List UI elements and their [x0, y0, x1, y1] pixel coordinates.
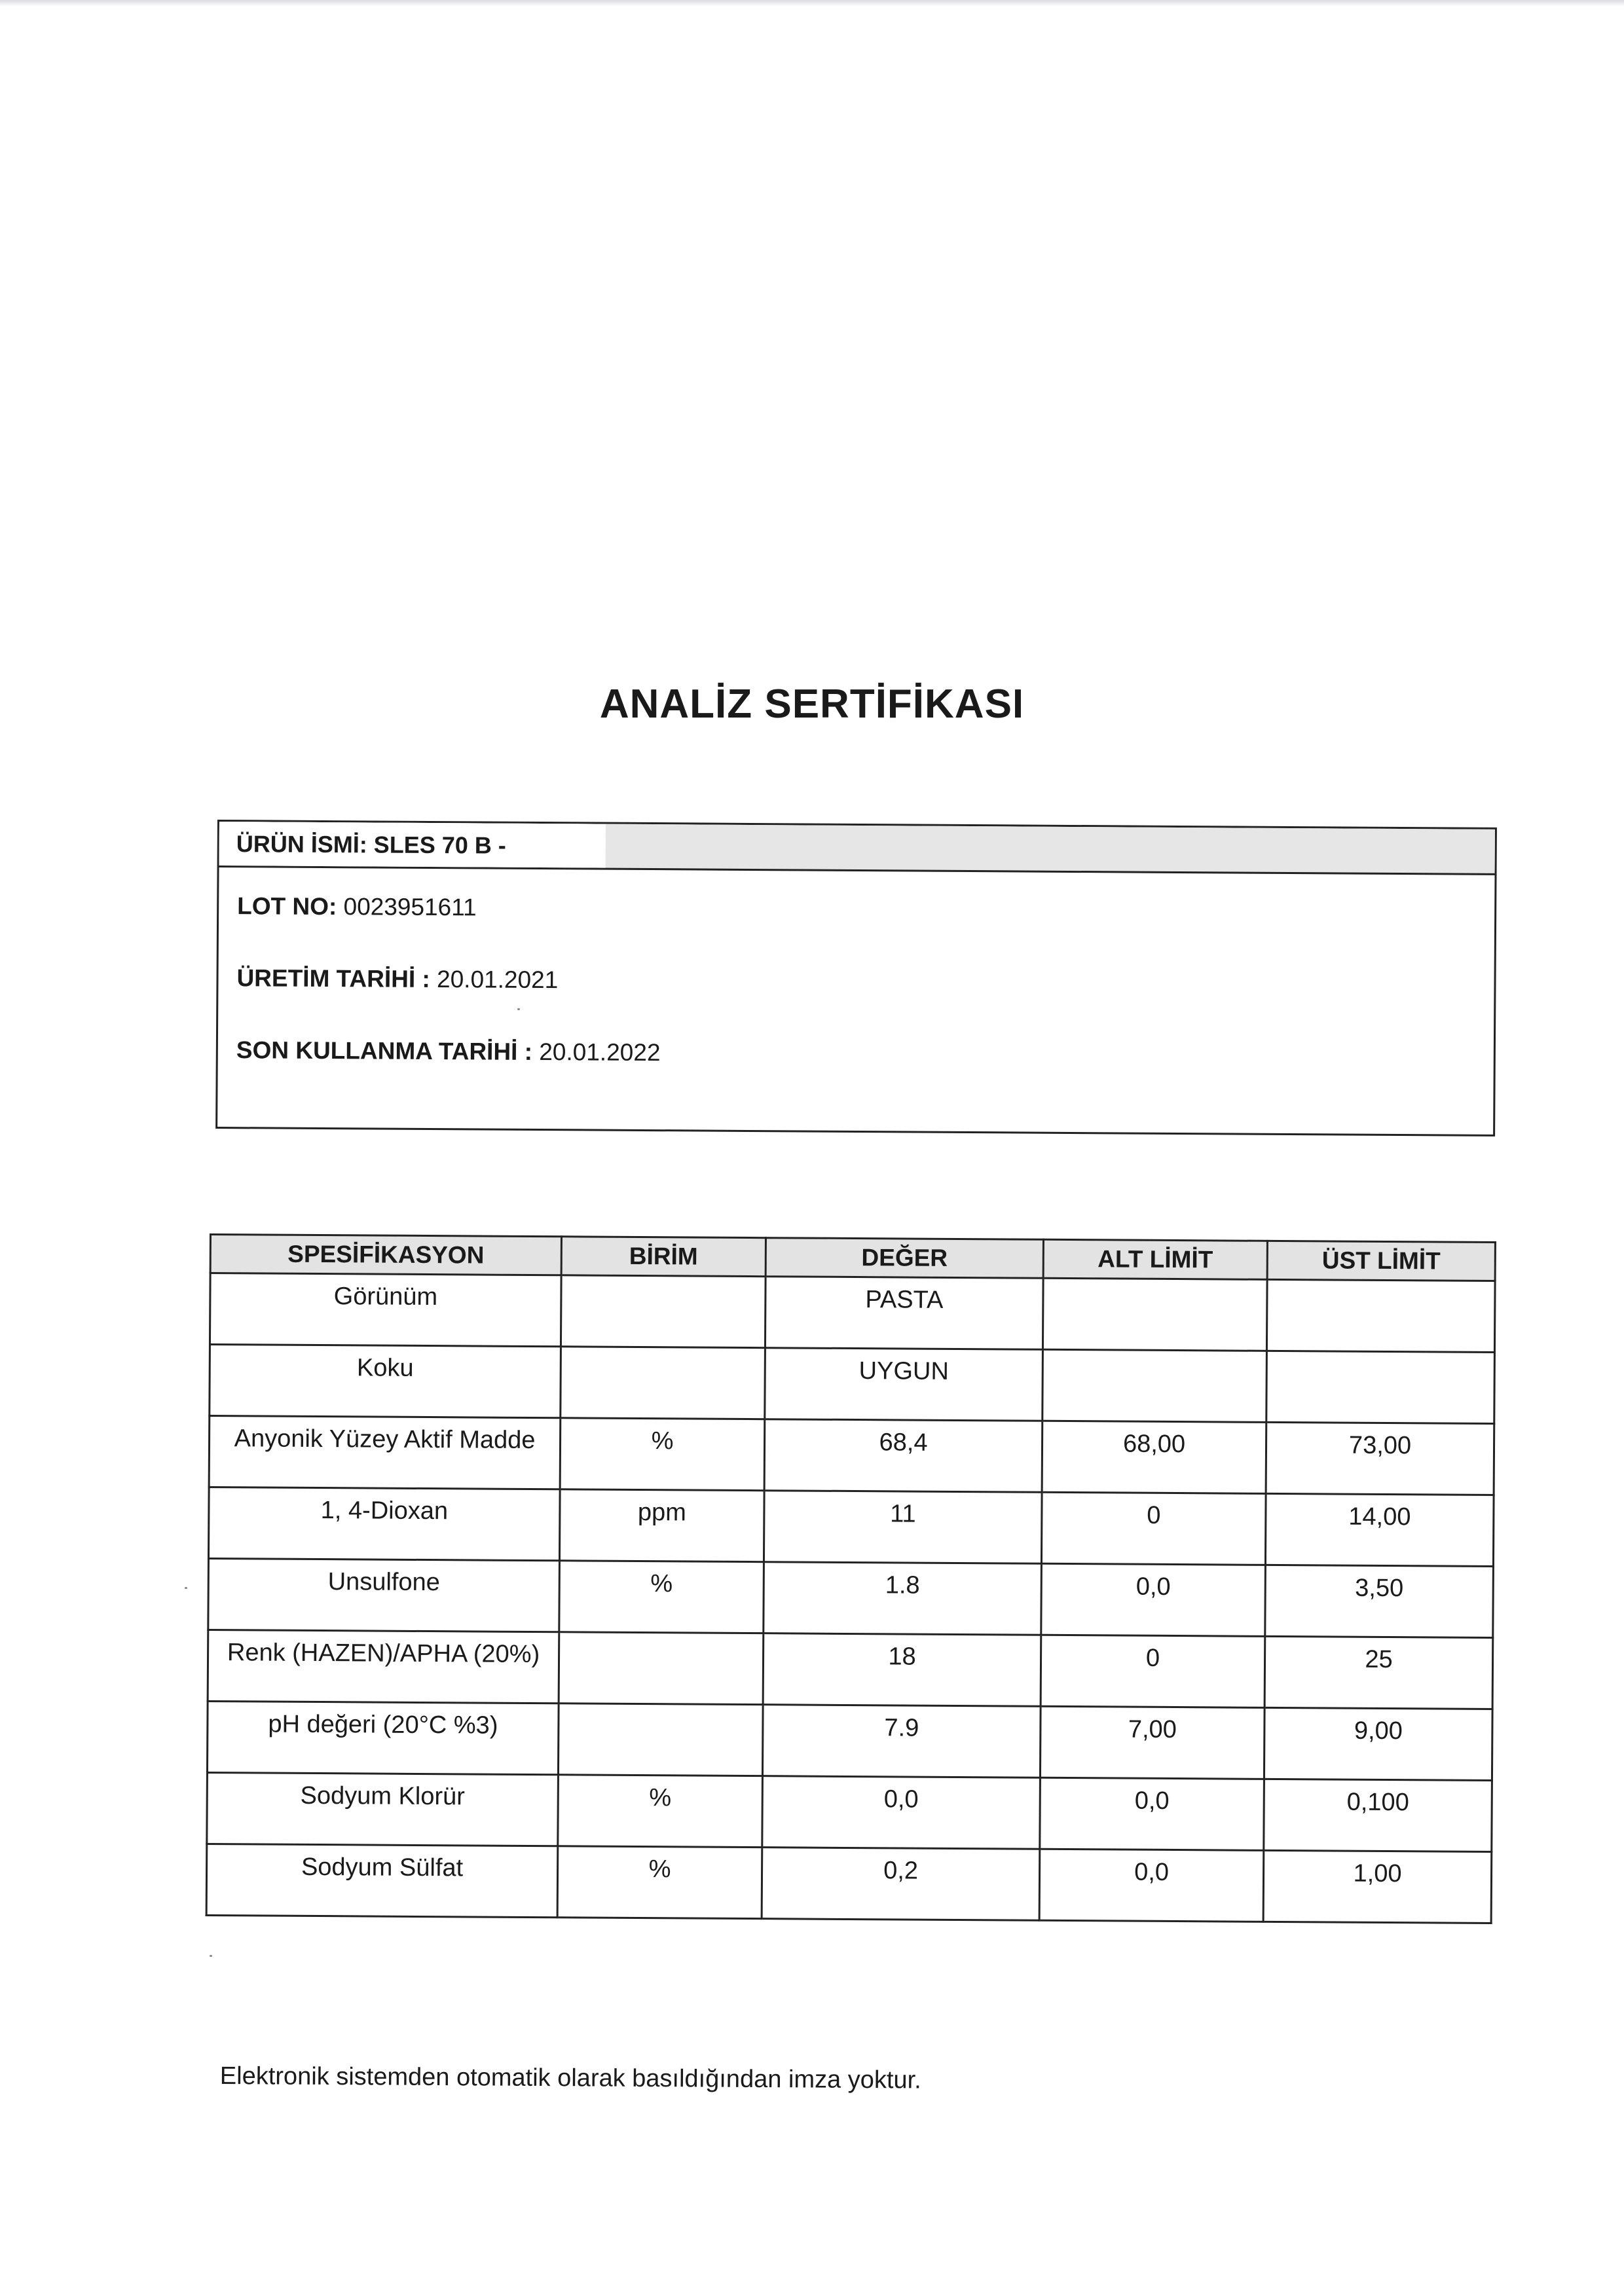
header-lower-limit: ALT LİMİT	[1043, 1239, 1267, 1279]
cell-value: UYGUN	[765, 1348, 1043, 1421]
table-row	[207, 1772, 1492, 1851]
product-info-box	[215, 820, 1497, 1137]
cell-unit: %	[558, 1775, 763, 1848]
cell-upper-limit: 3,50	[1265, 1565, 1494, 1637]
cell-unit	[558, 1704, 763, 1776]
cell-lower-limit	[1043, 1278, 1267, 1351]
table-row	[208, 1559, 1494, 1638]
cell-specification: Renk (HAZEN)/APHA (20%)	[208, 1630, 559, 1703]
cell-upper-limit: 1,00	[1263, 1850, 1492, 1923]
cell-specification: Görünüm	[210, 1273, 561, 1347]
production-date-label: ÜRETİM TARİHİ :	[236, 964, 430, 993]
cell-lower-limit	[1043, 1349, 1267, 1422]
cell-lower-limit: 0	[1041, 1635, 1265, 1707]
header-specification: SPESİFİKASYON	[210, 1235, 561, 1275]
cell-lower-limit: 68,00	[1042, 1421, 1266, 1493]
cell-specification: 1, 4-Dioxan	[208, 1487, 560, 1561]
cell-upper-limit	[1266, 1351, 1495, 1423]
cell-specification: Koku	[210, 1345, 561, 1418]
specification-table	[206, 1233, 1496, 1924]
cell-unit	[561, 1275, 766, 1348]
signature-note: Elektronik sistemden otomatik olarak basıldığından imza yoktur.	[219, 2062, 921, 2094]
cell-specification: pH değeri (20°C %3)	[207, 1701, 559, 1774]
page-title: ANALİZ SERTİFİKASI	[599, 682, 1025, 727]
table-row	[206, 1844, 1492, 1923]
expiry-date-label: SON KULLANMA TARİHİ :	[236, 1036, 533, 1065]
production-date-line	[236, 964, 558, 994]
cell-value: 0,0	[762, 1776, 1041, 1850]
cell-upper-limit: 25	[1264, 1636, 1493, 1709]
expiry-date-value: 20.01.2022	[539, 1038, 661, 1066]
table-row	[208, 1487, 1494, 1567]
lot-number-label: LOT NO:	[237, 892, 337, 920]
cell-unit	[561, 1347, 766, 1419]
product-name-header	[219, 822, 1495, 875]
cell-specification: Anyonik Yüzey Aktif Madde	[209, 1416, 561, 1489]
table-row	[207, 1701, 1492, 1780]
cell-specification: Unsulfone	[208, 1559, 560, 1632]
table-row	[210, 1345, 1495, 1424]
cell-upper-limit: 9,00	[1264, 1707, 1492, 1780]
cell-lower-limit: 7,00	[1040, 1706, 1264, 1779]
cell-value: 7.9	[762, 1705, 1041, 1778]
production-date-value: 20.01.2021	[436, 966, 559, 994]
cell-value: 1.8	[764, 1562, 1042, 1635]
header-upper-limit: ÜST LİMİT	[1267, 1241, 1495, 1281]
cell-unit: ppm	[559, 1489, 764, 1562]
expiry-date-line	[236, 1036, 661, 1066]
header-unit: BİRİM	[561, 1237, 766, 1277]
scan-speck	[517, 1008, 520, 1010]
header-value: DEĞER	[766, 1238, 1043, 1279]
cell-lower-limit: 0,0	[1041, 1563, 1266, 1636]
cell-specification: Sodyum Klorür	[207, 1772, 559, 1846]
table-row	[209, 1416, 1494, 1495]
lot-number-value: 0023951611	[343, 893, 477, 921]
cell-value: 18	[763, 1633, 1041, 1707]
cell-upper-limit	[1266, 1279, 1495, 1352]
table-row	[210, 1273, 1495, 1353]
cell-value: 68,4	[764, 1419, 1043, 1493]
product-name-label: ÜRÜN İSMİ: SLES 70 B -	[219, 822, 606, 868]
cell-lower-limit: 0,0	[1039, 1849, 1264, 1922]
cell-lower-limit: 0	[1041, 1492, 1266, 1565]
cell-unit: %	[559, 1561, 764, 1633]
cell-value: PASTA	[765, 1277, 1043, 1350]
cell-upper-limit: 14,00	[1265, 1493, 1494, 1566]
scan-speck	[210, 1955, 212, 1957]
cell-unit	[559, 1632, 764, 1705]
cell-unit: %	[560, 1418, 765, 1491]
cell-value: 0,2	[762, 1848, 1040, 1921]
scan-speck	[185, 1587, 187, 1589]
cell-specification: Sodyum Sülfat	[206, 1844, 558, 1917]
scan-edge	[0, 0, 1624, 7]
cell-upper-limit: 73,00	[1266, 1422, 1494, 1495]
lot-number-line	[237, 892, 477, 921]
cell-upper-limit: 0,100	[1264, 1779, 1492, 1851]
cell-lower-limit: 0,0	[1040, 1777, 1264, 1850]
cell-value: 11	[764, 1491, 1042, 1564]
cell-unit: %	[557, 1846, 762, 1919]
table-row	[208, 1630, 1493, 1709]
